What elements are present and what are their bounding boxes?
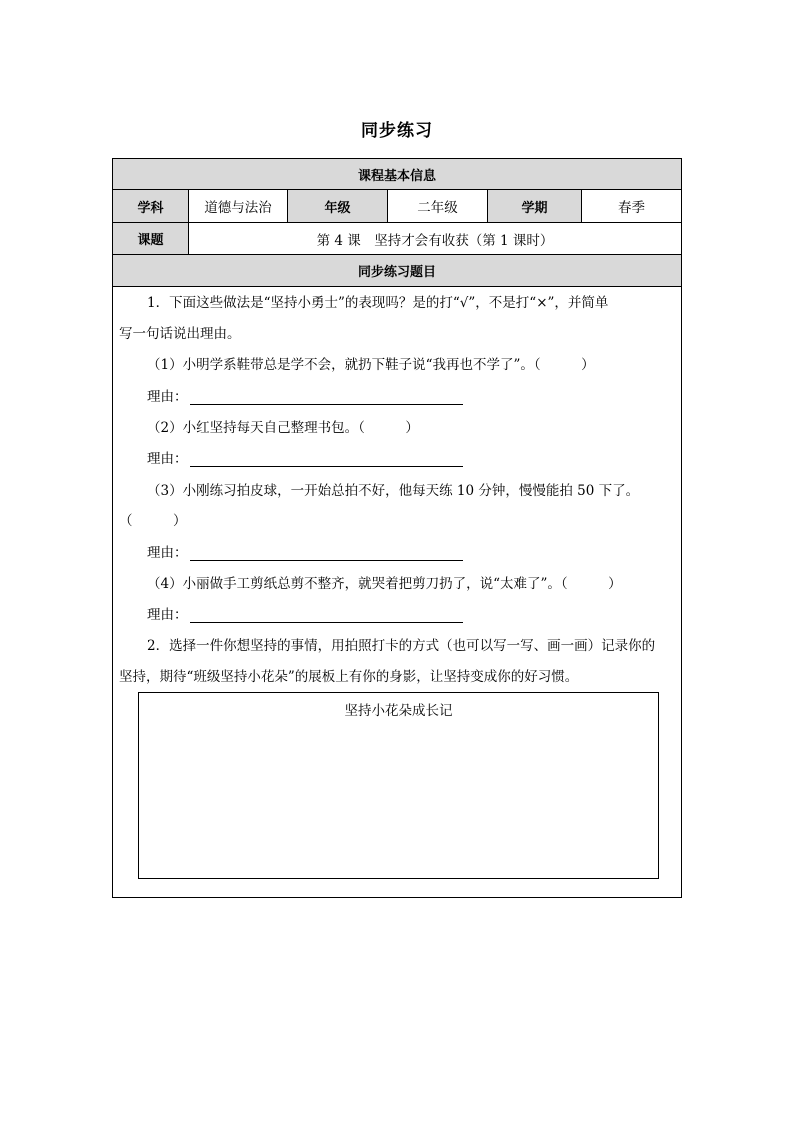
reason-blank-2[interactable] [190,466,463,467]
reason-blank-4[interactable] [190,622,463,623]
divider [112,286,682,287]
growth-record-box[interactable] [138,692,659,879]
reason-label: 理由： [147,451,188,467]
page-title: 同步练习 [361,121,433,141]
reason-blank-1[interactable] [190,404,463,405]
section-header-practice: 同步练习题目 [113,255,681,286]
question-1-text: 1．下面这些做法是“坚持小勇士”的表现吗？是的打“√”，不是打“×”，并简单 [147,295,609,311]
term-label: 学期 [488,190,581,222]
reason-label: 理由： [147,607,188,623]
divider [287,189,288,222]
topic-value: 第 4 课 坚持才会有收获（第 1 课时） [316,232,554,249]
divider [581,189,582,222]
item-3-cont: （ ） [119,513,187,529]
term-value: 春季 [618,200,645,216]
subject-value: 道德与法治 [204,200,272,216]
item-4: （4）小丽做手工剪纸总剪不整齐，就哭着把剪刀扔了，说“太难了”。（ ） [147,576,622,592]
growth-record-title: 坚持小花朵成长记 [344,703,453,719]
item-3: （3）小刚练习拍皮球，一开始总拍不好，他每天练 10 分钟，慢慢能拍 50 下了。 [147,483,640,499]
topic-label: 课题 [113,223,188,254]
subject-label: 学科 [113,190,188,222]
question-1-text-cont: 写一句话说出理由。 [119,326,241,342]
grade-label: 年级 [288,190,387,222]
question-2-text-cont: 坚持，期待“班级坚持小花朵”的展板上有你的身影，让坚持变成你的好习惯。 [119,669,579,685]
reason-label: 理由： [147,389,188,405]
item-1: （1）小明学系鞋带总是学不会，就扔下鞋子说“我再也不学了”。（ ） [147,357,595,373]
section-header-basic-info: 课程基本信息 [113,159,681,189]
item-2: （2）小红坚持每天自己整理书包。（ ） [147,420,419,436]
question-2-text: 2．选择一件你想坚持的事情，用拍照打卡的方式（也可以写一写、画一画）记录你的 [147,638,656,654]
grade-value: 二年级 [417,200,458,216]
reason-blank-3[interactable] [190,560,463,561]
divider [387,189,388,222]
divider [487,189,488,222]
reason-label: 理由： [147,545,188,561]
